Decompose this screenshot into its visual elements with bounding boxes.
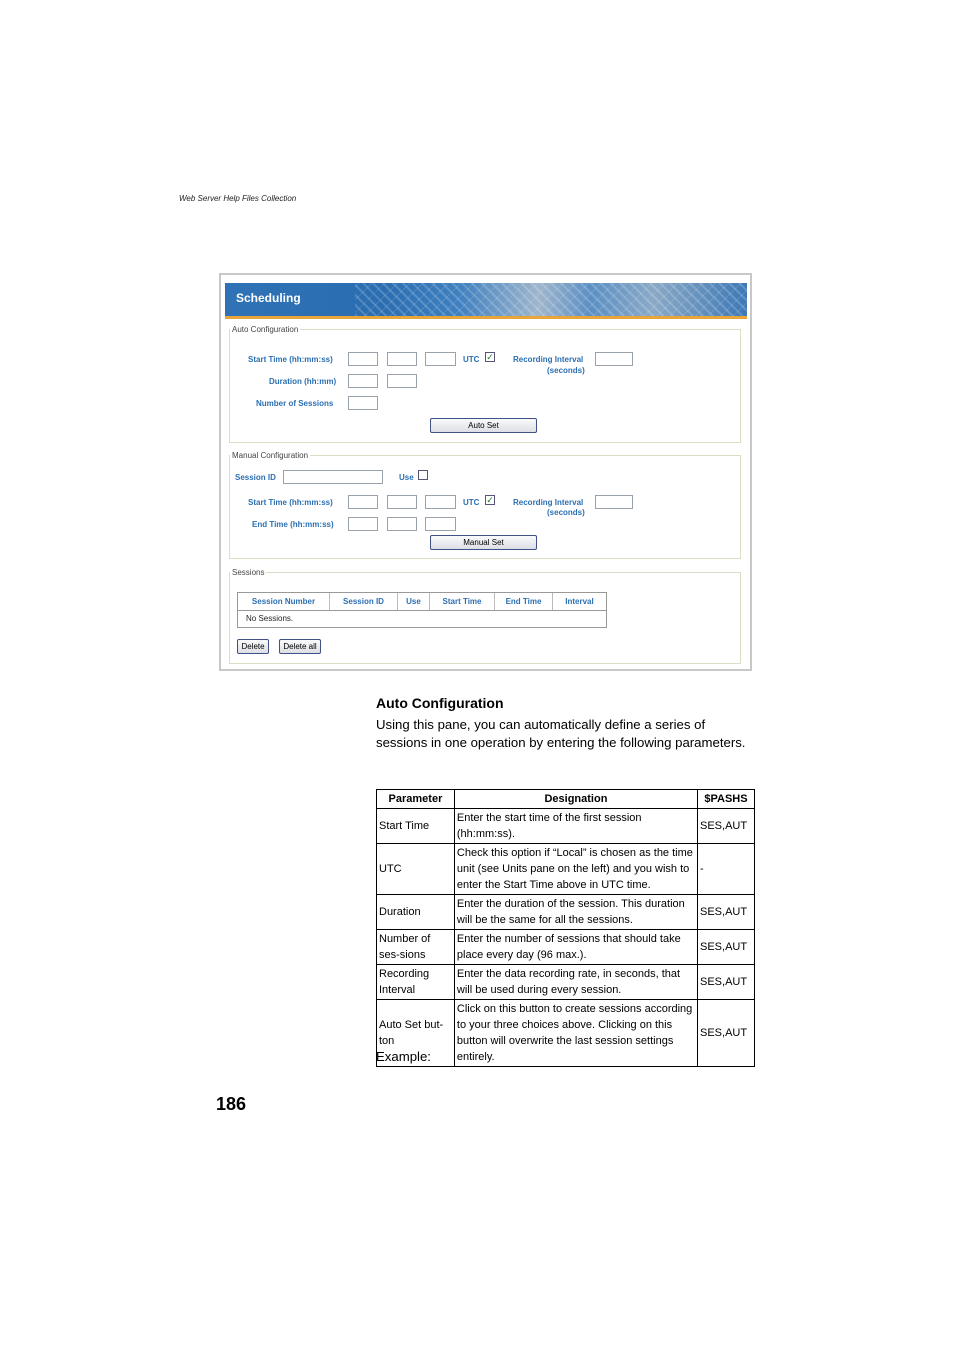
manual-use-label: Use [399, 473, 414, 482]
delete-button[interactable]: Delete [237, 639, 269, 654]
auto-duration-mm-input[interactable] [387, 374, 417, 388]
cell-designation: Enter the data recording rate, in seconds, that will be used during every session. [454, 965, 697, 1000]
cell-pashs: SES,AUT [698, 930, 755, 965]
delete-all-button[interactable]: Delete all [279, 639, 321, 654]
manual-config-legend: Manual Configuration [232, 451, 309, 460]
scheduling-screenshot [219, 273, 752, 671]
auto-recording-interval-input[interactable] [595, 352, 633, 366]
cell-parameter: Start Time [377, 809, 455, 844]
running-header: Web Server Help Files Collection [179, 194, 297, 203]
manual-start-time-label: Start Time (hh:mm:ss) [248, 498, 333, 507]
cell-designation: Click on this button to create sessions according to your three choices above. Clicking on this button will overwrite the last session settings entirely. [454, 1000, 697, 1067]
manual-set-button[interactable]: Manual Set [430, 535, 537, 550]
auto-config-legend: Auto Configuration [232, 325, 299, 334]
manual-recording-interval-label: Recording Interval [513, 498, 584, 507]
parameters-table [376, 789, 755, 1067]
col-session-number[interactable]: Session Number [238, 593, 330, 610]
col-end-time[interactable]: End Time [495, 593, 553, 610]
manual-start-hh-input[interactable] [348, 495, 378, 509]
manual-end-ss-input[interactable] [425, 517, 456, 531]
col-use[interactable]: Use [398, 593, 430, 610]
sessions-table-header [238, 593, 606, 611]
manual-end-mm-input[interactable] [387, 517, 417, 531]
auto-set-button[interactable]: Auto Set [430, 418, 537, 433]
scheduling-banner [225, 283, 747, 319]
example-label: Example: [376, 1049, 431, 1064]
cell-pashs: SES,AUT [698, 809, 755, 844]
manual-recording-interval-input[interactable] [595, 495, 633, 509]
cell-parameter: Duration [377, 895, 455, 930]
banner-title: Scheduling [236, 291, 301, 305]
auto-num-sessions-label: Number of Sessions [256, 399, 334, 408]
cell-pashs: SES,AUT [698, 895, 755, 930]
auto-seconds-label: (seconds) [547, 366, 585, 375]
manual-seconds-label: (seconds) [547, 508, 585, 517]
cell-pashs: - [698, 844, 755, 895]
manual-use-checkbox[interactable] [418, 470, 428, 480]
auto-duration-hh-input[interactable] [348, 374, 378, 388]
cell-pashs: SES,AUT [698, 1000, 755, 1067]
header-pashs: $PASHS [698, 790, 755, 809]
table-row [377, 895, 755, 930]
table-row [377, 809, 755, 844]
manual-utc-checkbox[interactable]: ✓ [486, 495, 494, 505]
cell-parameter: UTC [377, 844, 455, 895]
manual-end-time-label: End Time (hh:mm:ss) [252, 520, 334, 529]
cell-designation: Enter the start time of the first session (hh:mm:ss). [454, 809, 697, 844]
cell-designation: Enter the number of sessions that should take place every day (96 max.). [454, 930, 697, 965]
auto-start-hh-input[interactable] [348, 352, 378, 366]
manual-start-ss-input[interactable] [425, 495, 456, 509]
manual-session-id-input[interactable] [283, 470, 383, 484]
auto-utc-label: UTC [463, 355, 480, 364]
auto-num-sessions-input[interactable] [348, 396, 378, 410]
page-number: 186 [216, 1094, 247, 1114]
table-row [377, 965, 755, 1000]
sessions-table [237, 592, 607, 628]
cell-parameter: Recording Interval [377, 965, 455, 1000]
auto-start-ss-input[interactable] [425, 352, 456, 366]
cell-designation: Enter the duration of the session. This duration will be the same for all the sessions. [454, 895, 697, 930]
header-designation: Designation [454, 790, 697, 809]
auto-duration-label: Duration (hh:mm) [269, 377, 337, 386]
section-title: Auto Configuration [376, 695, 504, 711]
col-start-time[interactable]: Start Time [430, 593, 495, 610]
table-row [377, 1000, 755, 1067]
manual-end-hh-input[interactable] [348, 517, 378, 531]
sessions-empty-row: No Sessions. [246, 614, 294, 623]
auto-utc-checkbox[interactable]: ✓ [486, 352, 494, 362]
auto-start-time-label: Start Time (hh:mm:ss) [248, 355, 333, 364]
cell-designation: Check this option if “Local” is chosen as the time unit (see Units pane on the left) and you wish to enter the Start Time above in UTC time. [454, 844, 697, 895]
table-row [377, 844, 755, 895]
manual-start-mm-input[interactable] [387, 495, 417, 509]
cell-parameter: Number of ses-sions [377, 930, 455, 965]
manual-utc-label: UTC [463, 498, 480, 507]
sessions-legend: Sessions [232, 568, 265, 577]
col-interval[interactable]: Interval [565, 597, 594, 606]
cell-pashs: SES,AUT [698, 965, 755, 1000]
table-header-row [377, 790, 755, 809]
header-parameter: Parameter [377, 790, 455, 809]
cell-parameter: Auto Set but-ton [377, 1000, 455, 1067]
col-session-id[interactable]: Session ID [330, 593, 398, 610]
manual-session-id-label: Session ID [235, 473, 276, 482]
table-row [377, 930, 755, 965]
auto-recording-interval-label: Recording Interval [513, 355, 584, 364]
auto-start-mm-input[interactable] [387, 352, 417, 366]
intro-paragraph: Using this pane, you can automatically define a series of sessions in one operation by entering the following parameters. [376, 717, 746, 750]
